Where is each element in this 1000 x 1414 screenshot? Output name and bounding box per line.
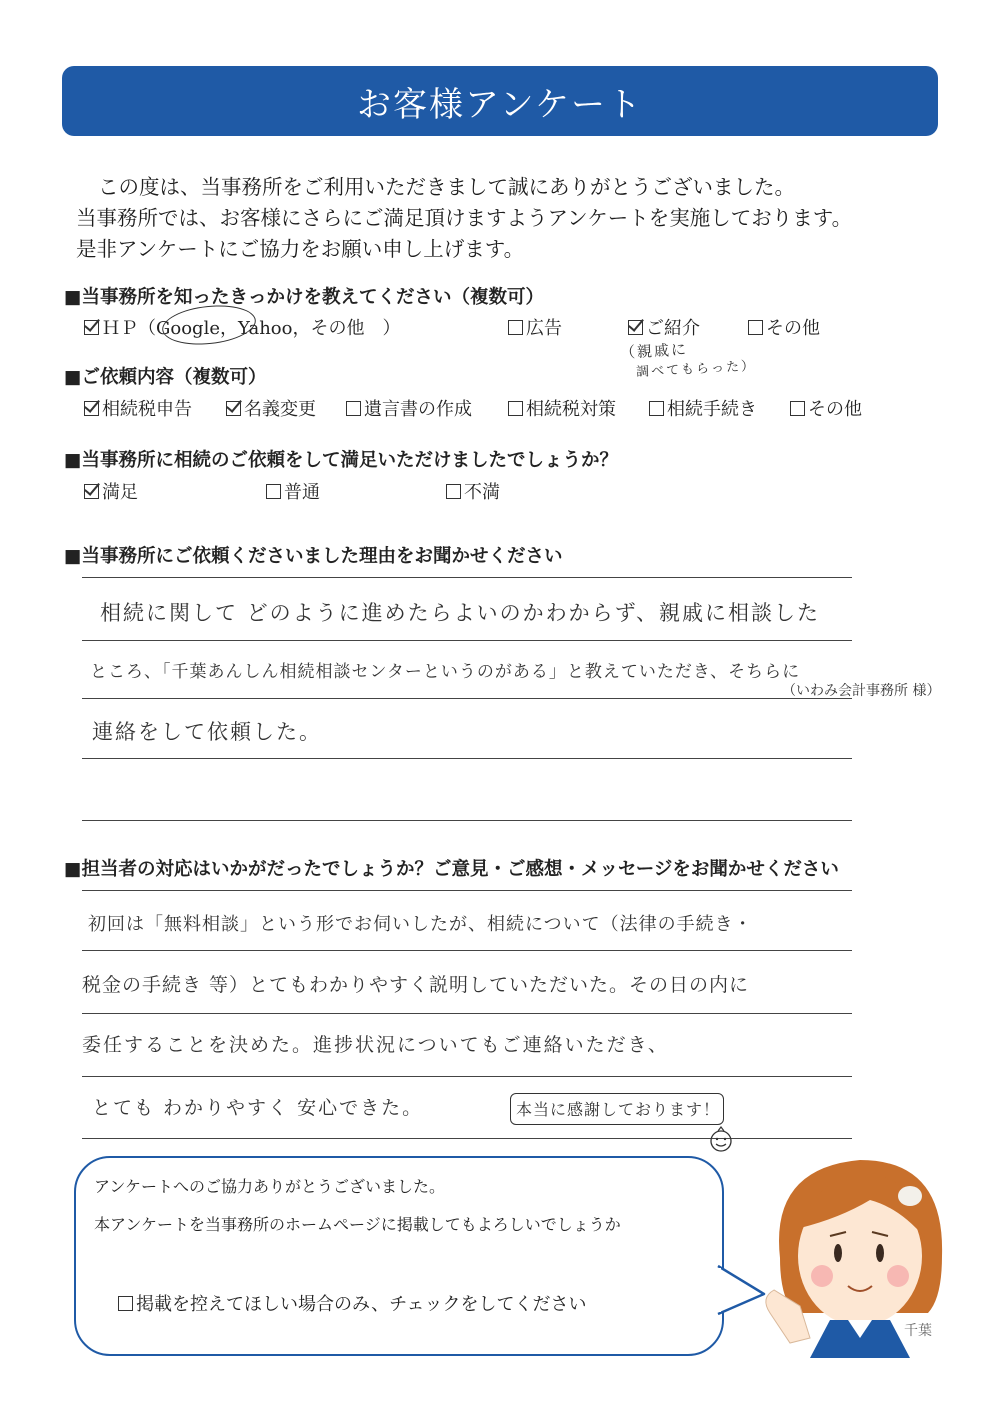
optout-label: 掲載を控えてほしい場合のみ、チェックをしてください bbox=[136, 1294, 587, 1315]
option-ad[interactable] bbox=[508, 314, 562, 340]
checkbox[interactable] bbox=[84, 484, 99, 499]
intro-line: 是非アンケートにご協力をお願い申し上げます。 bbox=[76, 237, 525, 261]
checkbox[interactable] bbox=[226, 401, 241, 416]
answer-rule bbox=[82, 1076, 852, 1077]
question-satisfaction: ■当事務所に相続のご依頼をして満足いただけましたでしょうか？ bbox=[64, 450, 618, 471]
option-label: 満足 bbox=[102, 482, 138, 503]
checkbox[interactable] bbox=[628, 320, 643, 335]
answer-rule bbox=[82, 698, 852, 699]
checkbox[interactable] bbox=[446, 484, 461, 499]
answer-rule bbox=[82, 1013, 852, 1014]
footer-publish-question: 本アンケートを当事務所のホームページに掲載してもよろしいでしょうか bbox=[94, 1215, 621, 1234]
handwritten-answer: 連絡をして依頼した。 bbox=[92, 720, 322, 744]
option-label: その他 bbox=[808, 399, 862, 420]
answer-rule bbox=[82, 890, 852, 891]
question-request-type: ■ご依頼内容（複数可） bbox=[64, 367, 267, 388]
intro-line: 当事務所では、お客様にさらにご満足頂けますようアンケートを実施しております。 bbox=[76, 206, 853, 230]
option-label: 不満 bbox=[464, 482, 500, 503]
handwritten-answer: 税金の手続き 等）とてもわかりやすく説明していただいた。その日の内に bbox=[82, 974, 750, 996]
intro-line: この度は、当事務所をご利用いただきまして誠にありがとうございました。 bbox=[98, 175, 795, 199]
footer-thanks: アンケートへのご協力ありがとうございました。 bbox=[94, 1177, 446, 1196]
option-label: 名義変更 bbox=[244, 399, 316, 420]
title-banner bbox=[62, 66, 938, 136]
checkbox[interactable] bbox=[84, 401, 99, 416]
option-other[interactable] bbox=[790, 395, 862, 421]
handwritten-note: （親戚に bbox=[619, 340, 689, 362]
checkbox[interactable] bbox=[649, 401, 664, 416]
answer-rule bbox=[82, 577, 852, 578]
checkbox[interactable] bbox=[266, 484, 281, 499]
answer-rule bbox=[82, 1138, 852, 1139]
satisfaction-options bbox=[84, 478, 884, 504]
option-satisfied[interactable] bbox=[84, 478, 138, 504]
option-label: 相続手続き bbox=[667, 399, 757, 420]
handwritten-answer: とても わかりやすく 安心できた。 bbox=[92, 1097, 424, 1119]
handwritten-note: 調べてもらった） bbox=[635, 358, 757, 381]
footer-optout[interactable] bbox=[118, 1290, 587, 1316]
option-will[interactable] bbox=[346, 395, 472, 421]
option-neutral[interactable] bbox=[266, 478, 320, 504]
checkbox[interactable] bbox=[508, 320, 523, 335]
question-reason: ■当事務所にご依頼くださいました理由をお聞かせください bbox=[64, 546, 563, 567]
option-label: 遺言書の作成 bbox=[364, 399, 472, 420]
option-other[interactable] bbox=[748, 314, 820, 340]
question-feedback: ■担当者の対応はいかがだったでしょうか？ご意見・ご感想・メッセージをお聞かせください bbox=[64, 859, 839, 880]
option-dissatisfied[interactable] bbox=[446, 478, 500, 504]
option-label: その他 bbox=[766, 318, 820, 339]
handwritten-aside: （いわみ会計事務所 様） bbox=[782, 683, 941, 699]
handwritten-thanks: 本当に感謝しております！ bbox=[516, 1100, 721, 1119]
checkbox[interactable] bbox=[508, 401, 523, 416]
option-label: ご紹介 bbox=[646, 318, 700, 339]
option-title-transfer[interactable] bbox=[226, 395, 316, 421]
checkbox[interactable] bbox=[346, 401, 361, 416]
option-label: 普通 bbox=[284, 482, 320, 503]
checkbox[interactable] bbox=[790, 401, 805, 416]
handwritten-answer: 相続に関して どのように進めたらよいのかわからず、親戚に相談した bbox=[100, 601, 820, 625]
smiley-doodle bbox=[706, 1124, 736, 1154]
option-label: 相続税対策 bbox=[526, 399, 616, 420]
request-type-options bbox=[84, 395, 884, 421]
answer-rule bbox=[82, 950, 852, 951]
answer-rule bbox=[82, 758, 852, 759]
page-title: お客様アンケート bbox=[357, 84, 643, 125]
checkbox[interactable] bbox=[84, 320, 99, 335]
answer-rule bbox=[82, 820, 852, 821]
option-referral[interactable] bbox=[628, 314, 700, 340]
option-label: ＨＰ（Google，Yahoo，その他 ） bbox=[102, 318, 401, 339]
question-how-found: ■当事務所を知ったきっかけを教えてください（複数可） bbox=[64, 287, 544, 308]
option-tax-planning[interactable] bbox=[508, 395, 616, 421]
handwritten-answer: 委任することを決めた。進捗状況についてもご連絡いただき、 bbox=[82, 1034, 669, 1056]
option-label: 広告 bbox=[526, 318, 562, 339]
handwritten-answer: 初回は「無料相談」という形でお伺いしたが、相続について（法律の手続き・ bbox=[88, 914, 753, 935]
answer-rule bbox=[82, 640, 852, 641]
option-inheritance-tax-filing[interactable] bbox=[84, 395, 192, 421]
respondent-signature: 千葉 bbox=[904, 1323, 932, 1339]
optout-checkbox[interactable] bbox=[118, 1296, 133, 1311]
option-label: 相続税申告 bbox=[102, 399, 192, 420]
option-inheritance-procedures[interactable] bbox=[649, 395, 757, 421]
checkbox[interactable] bbox=[748, 320, 763, 335]
handwritten-answer: ところ、「千葉あんしん相続相談センターというのがある」と教えていただき、そちらに bbox=[90, 662, 801, 682]
intro-text bbox=[76, 172, 956, 265]
